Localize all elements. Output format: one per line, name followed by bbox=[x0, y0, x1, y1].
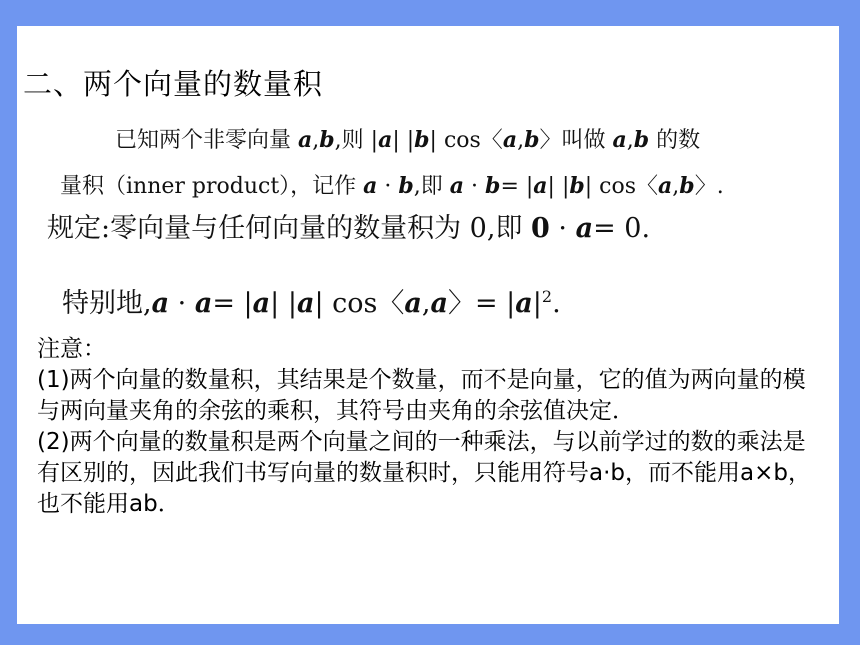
vector-a: a bbox=[612, 127, 627, 153]
text: , bbox=[312, 128, 320, 153]
text: , bbox=[517, 128, 525, 153]
text: 〉= | bbox=[447, 288, 516, 319]
text: | | bbox=[270, 288, 297, 319]
text: , bbox=[421, 288, 431, 319]
text: ,则 | bbox=[334, 128, 379, 153]
slide-content bbox=[17, 26, 839, 624]
vector-a: a bbox=[151, 288, 170, 319]
vector-b: b bbox=[679, 173, 695, 199]
vector-a: a bbox=[252, 288, 271, 319]
vector-b: b bbox=[485, 173, 501, 199]
vector-a: a bbox=[296, 288, 315, 319]
vector-a: a bbox=[449, 173, 465, 199]
exponent: 2 bbox=[541, 287, 553, 306]
text: = 0. bbox=[593, 213, 651, 244]
zero-vector: 0 bbox=[531, 213, 550, 244]
vector-a: a bbox=[515, 288, 533, 319]
text: ,即 bbox=[413, 174, 450, 199]
text: | cos〈 bbox=[429, 128, 503, 153]
text: 〉叫做 bbox=[539, 128, 613, 153]
notes-heading: 注意： bbox=[37, 336, 106, 362]
text: | | bbox=[392, 128, 415, 153]
vector-b: b bbox=[524, 127, 540, 153]
text: 规定:零向量与任何向量的数量积为 0,即 bbox=[47, 213, 532, 244]
vector-a: a bbox=[575, 213, 594, 244]
vector-a: a bbox=[658, 173, 673, 199]
vector-b: b bbox=[414, 127, 430, 153]
text: | cos〈 bbox=[584, 174, 659, 199]
note-item-1: (1)两个向量的数量积，其结果是个数量，而不是向量，它的值为两向量的模与两向量夹角的余弦的乘积，其符号由夹角的余弦值决定． bbox=[37, 367, 806, 424]
text: = | bbox=[500, 174, 534, 199]
vector-a: a bbox=[363, 173, 378, 199]
text: 已知两个非零向量 bbox=[115, 128, 298, 153]
vector-b: b bbox=[633, 127, 650, 153]
text: . bbox=[552, 288, 561, 319]
text: 特别地, bbox=[62, 288, 152, 319]
definition-line-2 bbox=[60, 169, 724, 200]
text: | bbox=[532, 288, 542, 319]
vector-b: b bbox=[319, 127, 335, 153]
text: | cos〈 bbox=[314, 288, 405, 319]
zero-vector-rule bbox=[47, 206, 650, 245]
text: 量积（inner product），记作 bbox=[60, 174, 364, 199]
notes-block bbox=[37, 334, 827, 520]
text: = | bbox=[212, 288, 253, 319]
vector-a: a bbox=[502, 127, 518, 153]
text: , bbox=[672, 174, 680, 199]
vector-a: a bbox=[194, 288, 213, 319]
vector-a: a bbox=[533, 173, 548, 199]
text: · bbox=[377, 174, 399, 199]
vector-a: a bbox=[404, 288, 422, 319]
vector-a: a bbox=[298, 127, 313, 153]
text: · bbox=[169, 288, 195, 319]
definition-line-1 bbox=[115, 123, 700, 154]
text: · bbox=[464, 174, 486, 199]
text: , bbox=[626, 128, 634, 153]
section-title: 二、两个向量的数量积 bbox=[23, 67, 324, 101]
self-dot-product-formula bbox=[62, 281, 561, 320]
text: 的数 bbox=[649, 128, 701, 153]
vector-b: b bbox=[569, 173, 585, 199]
text: | | bbox=[547, 174, 570, 199]
note-item-2: (2)两个向量的数量积是两个向量之间的一种乘法，与以前学过的数的乘法是有区别的，因此我们书写向量的数量积时，只能用符号a·b，而不能用a×b，也不能用ab． bbox=[37, 429, 811, 517]
text: · bbox=[549, 213, 576, 244]
vector-a: a bbox=[378, 127, 393, 153]
text: 〉. bbox=[694, 174, 724, 199]
vector-a: a bbox=[430, 288, 448, 319]
vector-b: b bbox=[398, 173, 414, 199]
